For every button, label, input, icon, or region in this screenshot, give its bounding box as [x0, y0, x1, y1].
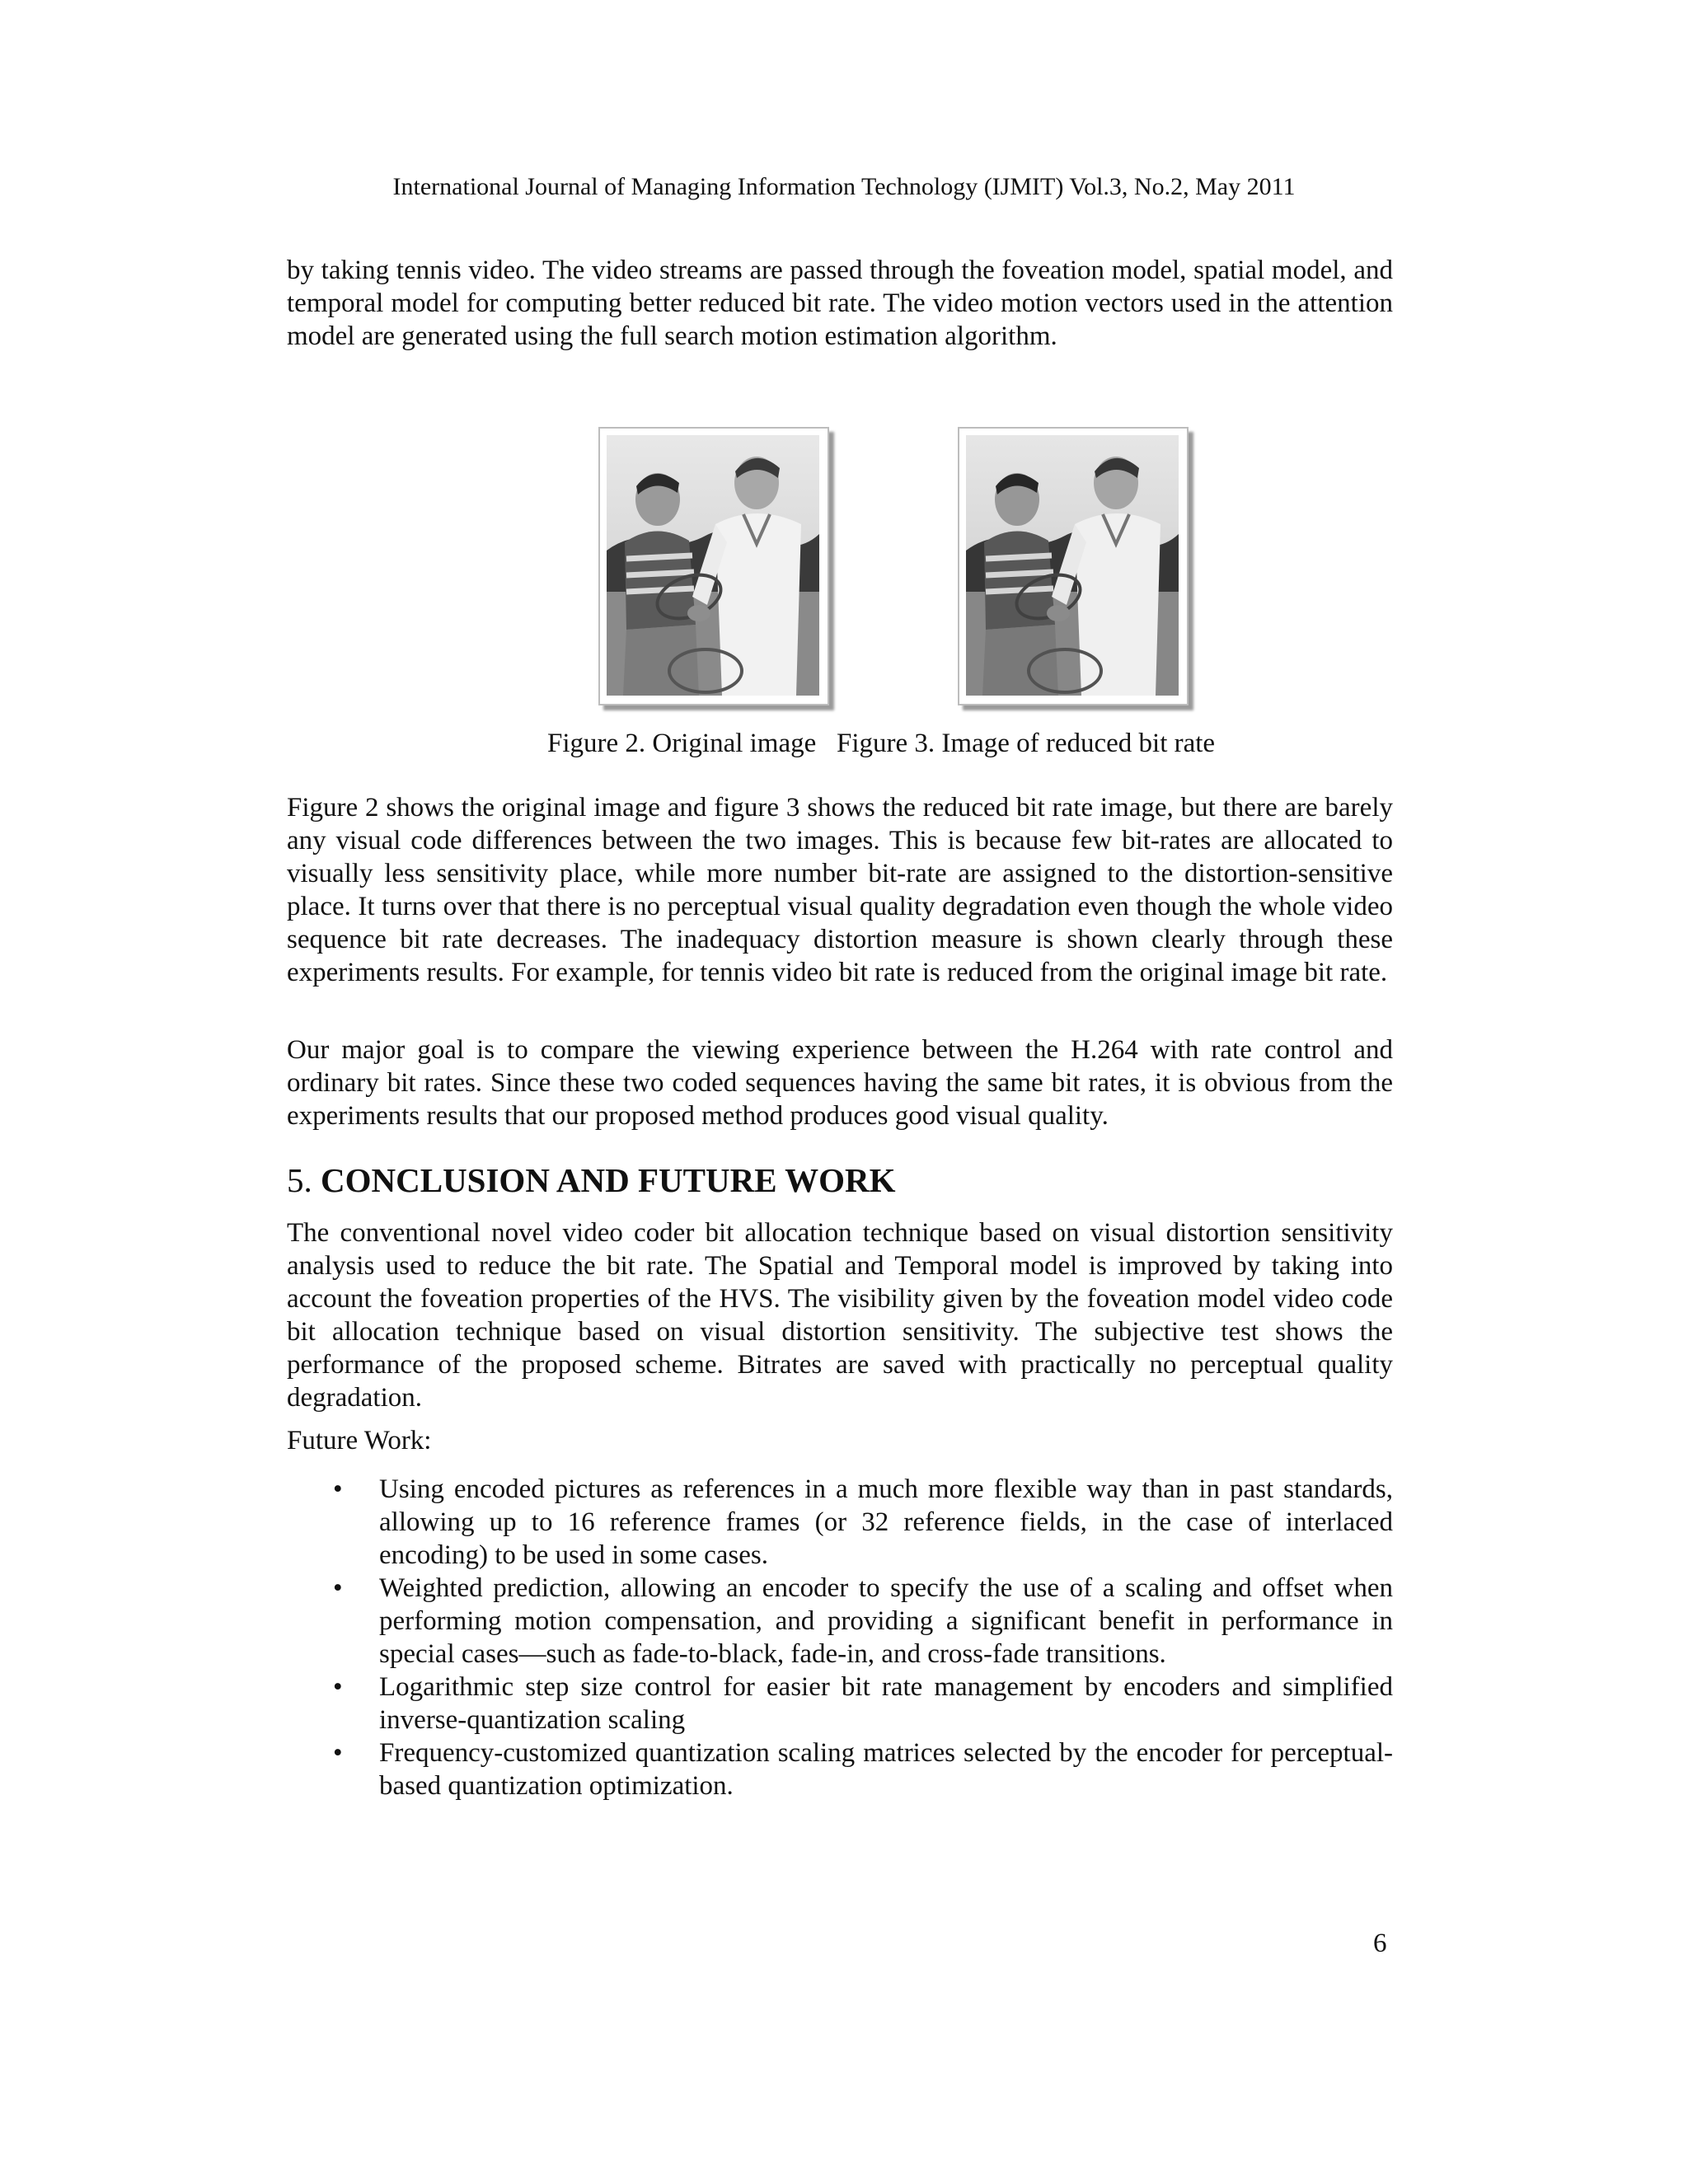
- figure-captions: [547, 729, 1215, 759]
- results-paragraph: Figure 2 shows the original image and figure 3 shows the reduced bit rate image, but there are barely any visual code differences between the two images. This is because few bit-rates are allocated to visually less sensitivity place, while more number bit-rate are assigned to the distortion-sensitive place. It turns over that there is no perceptual visual quality degradation even though the whole video sequence bit rate decreases. The inadequacy distortion measure is shown clearly through these experiments results. For example, for tennis video bit rate is reduced from the original image bit rate.: [287, 793, 1393, 987]
- figure-3-reduced-bit-rate-image: [958, 427, 1189, 705]
- bullet-icon: •: [333, 1573, 343, 1603]
- list-item: • Weighted prediction, allowing an encoder to specify the use of a scaling and offset when performing motion compensation, and providing a significant benefit in performance in special cases—such as fade-to-black, fade-in, and cross-fade transitions.: [333, 1573, 1393, 1669]
- list-item: • Using encoded pictures as references in a much more flexible way than in past standards, allowing up to 16 reference frames (or 32 reference fields, in the case of interlaced encoding) to be used in some cases.: [333, 1474, 1393, 1570]
- list-item: • Logarithmic step size control for easier bit rate management by encoders and simplified inverse-quantization scaling: [333, 1672, 1393, 1735]
- goal-paragraph: Our major goal is to compare the viewing experience between the H.264 with rate control and ordinary bit rates. Since these two coded sequences having the same bit rates, it is obvious from the experiments results that our proposed method produces good visual quality.: [287, 1035, 1393, 1131]
- bullet-icon: •: [333, 1672, 343, 1702]
- tennis-photo-original: [607, 435, 819, 696]
- section-heading: [287, 1160, 895, 1200]
- section-title: CONCLUSION AND FUTURE WORK: [321, 1161, 896, 1199]
- list-item: • Frequency-customized quantization scaling matrices selected by the encoder for perceptual-based quantization optimization.: [333, 1738, 1393, 1801]
- bullet-icon: •: [333, 1474, 343, 1504]
- figure-2-original-image: [598, 427, 829, 705]
- conclusion-paragraph: The conventional novel video coder bit allocation technique based on visual distortion sensitivity analysis used to reduce the bit rate. The Spatial and Temporal model is improved by taking into account the foveation properties of the HVS. The visibility given by the foveation model video code bit allocation technique based on visual distortion sensitivity. The subjective test shows the performance of the proposed scheme. Bitrates are saved with practically no perceptual quality degradation.: [287, 1218, 1393, 1413]
- future-work-list: [287, 1473, 1393, 1802]
- future-work-label: Future Work:: [287, 1426, 432, 1455]
- bullet-icon: •: [333, 1738, 343, 1768]
- journal-header: International Journal of Managing Information Technology (IJMIT) Vol.3, No.2, May 2011: [392, 173, 1296, 200]
- tennis-photo-reduced: [966, 435, 1179, 696]
- page-number: 6: [1373, 1929, 1387, 1958]
- figure-2-caption: Figure 2. Original image: [547, 729, 817, 758]
- figure-3-caption: Figure 3. Image of reduced bit rate: [837, 729, 1216, 758]
- intro-paragraph: by taking tennis video. The video streams are passed through the foveation model, spatial model, and temporal model for computing better reduced bit rate. The video motion vectors used in the attention model are generated using the full search motion estimation algorithm.: [287, 255, 1393, 351]
- section-number: 5.: [287, 1161, 312, 1199]
